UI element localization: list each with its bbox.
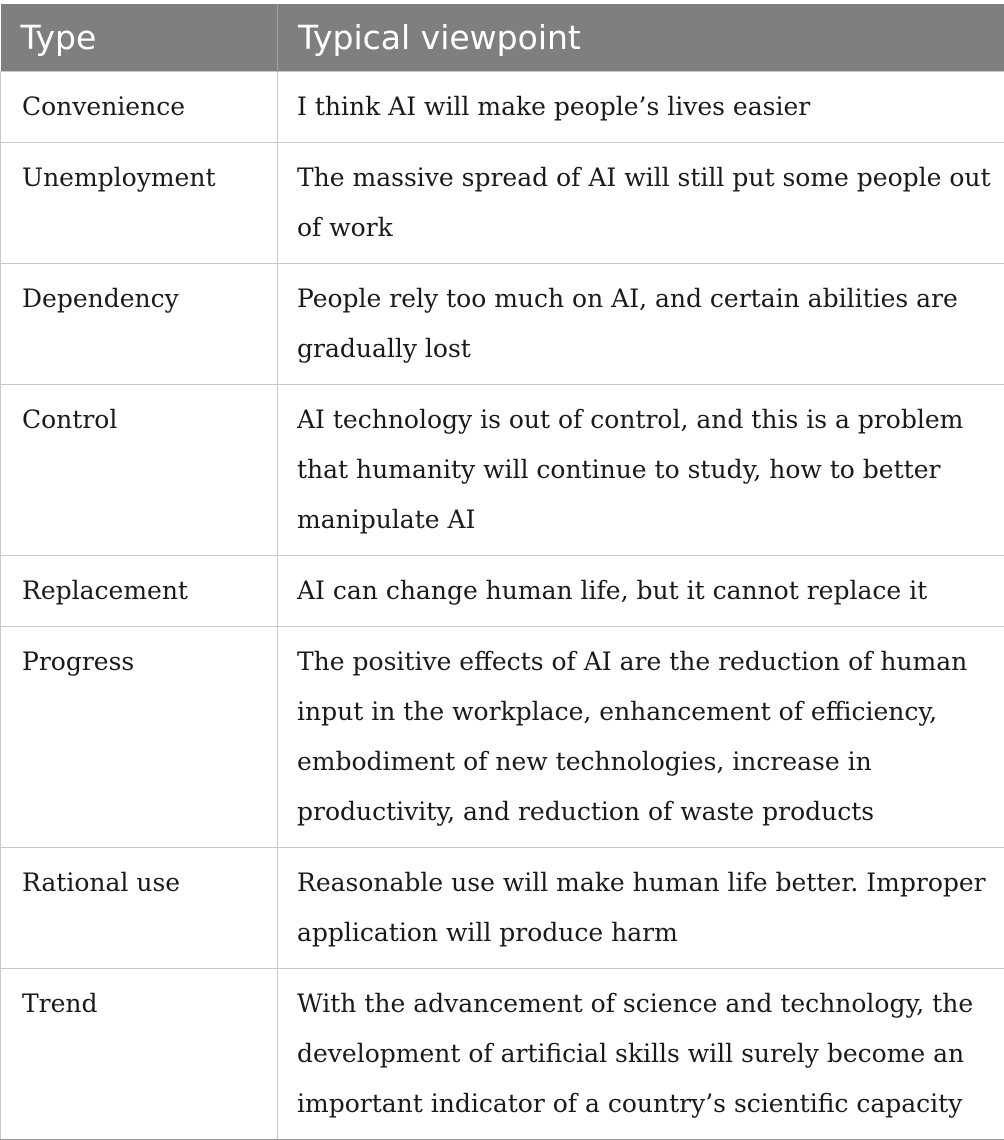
row-type-cell: Control xyxy=(1,384,278,555)
row-type-cell: Rational use xyxy=(1,847,278,968)
row-type-cell: Progress xyxy=(1,626,278,847)
table-row xyxy=(1,847,1004,968)
row-viewpoint-cell: With the advancement of science and technology, the development of artificial skills will surely become an important indicator of a country’s scientific capacity xyxy=(278,968,1004,1139)
row-type-cell: Unemployment xyxy=(1,142,278,263)
table-row xyxy=(1,263,1004,384)
row-type-cell: Convenience xyxy=(1,71,278,142)
table-header xyxy=(1,4,1004,71)
row-viewpoint-cell: The massive spread of AI will still put some people out of work xyxy=(278,142,1004,263)
table-row xyxy=(1,626,1004,847)
row-viewpoint-cell: The positive effects of AI are the reduction of human input in the workplace, enhancement of efficiency, embodiment of new technologies, increase in productivity, and reduction of waste products xyxy=(278,626,1004,847)
table-row xyxy=(1,968,1004,1139)
table-row xyxy=(1,384,1004,555)
table-row xyxy=(1,71,1004,142)
row-viewpoint-cell: Reasonable use will make human life better. Improper application will produce harm xyxy=(278,847,1004,968)
row-viewpoint-cell: AI technology is out of control, and this is a problem that humanity will continue to study, how to better manipulate AI xyxy=(278,384,1004,555)
viewpoints-table xyxy=(0,4,1004,1140)
header-viewpoint: Typical viewpoint xyxy=(278,4,1004,71)
table-row xyxy=(1,142,1004,263)
table-body xyxy=(1,71,1004,1139)
row-viewpoint-cell: I think AI will make people’s lives easier xyxy=(278,71,1004,142)
row-viewpoint-cell: People rely too much on AI, and certain abilities are gradually lost xyxy=(278,263,1004,384)
row-type-cell: Dependency xyxy=(1,263,278,384)
row-viewpoint-cell: AI can change human life, but it cannot replace it xyxy=(278,555,1004,626)
row-type-cell: Trend xyxy=(1,968,278,1139)
header-type: Type xyxy=(1,4,278,71)
table-row xyxy=(1,555,1004,626)
row-type-cell: Replacement xyxy=(1,555,278,626)
header-row xyxy=(1,4,1004,71)
